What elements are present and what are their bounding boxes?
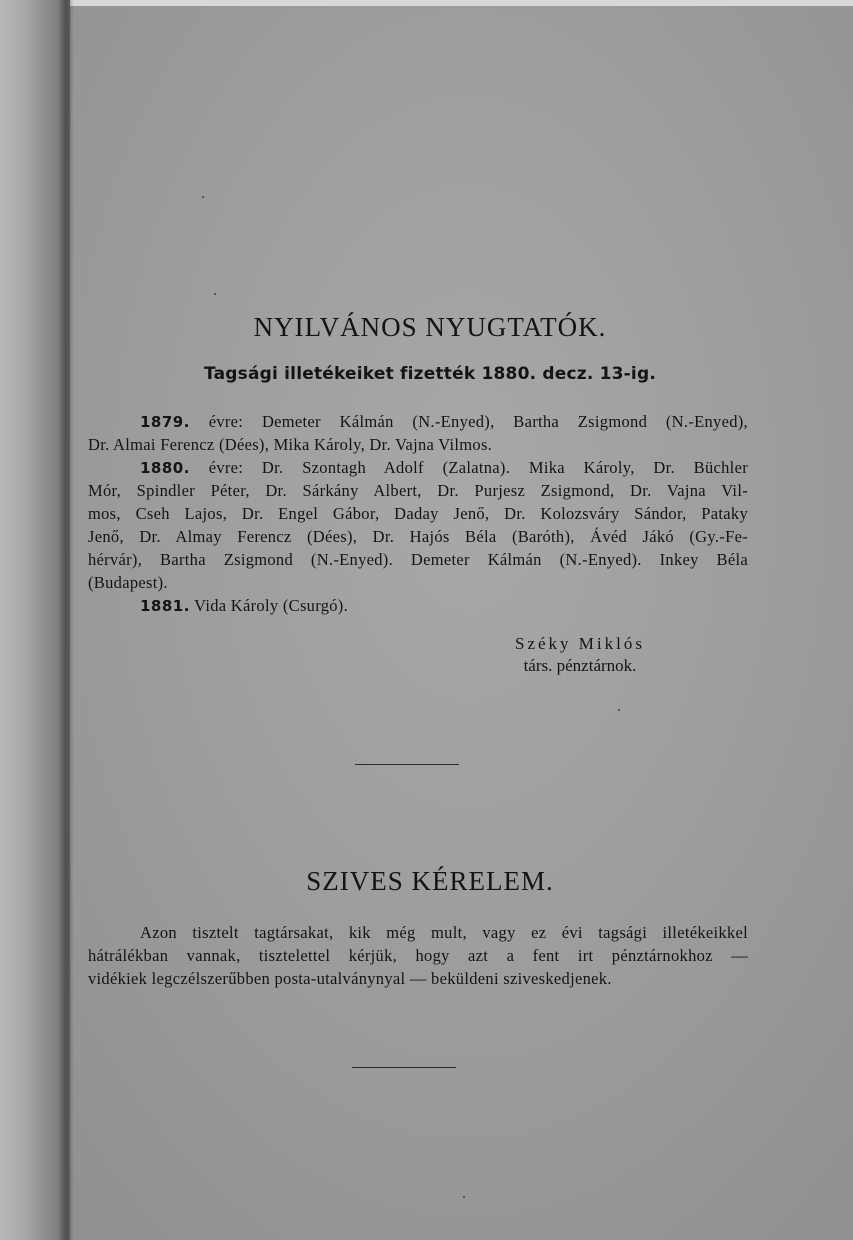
page-top-edge — [0, 0, 853, 6]
paper-speck — [202, 196, 204, 198]
section-subtitle: Tagsági illetékeiket fizették 1880. decz. 13-ig. — [203, 364, 656, 384]
entry-line-4: Mór, Spindler Péter, Dr. Sárkány Albert, Dr. Purjesz Zsigmond, Dr. Vajna Vil- — [88, 481, 748, 500]
signature-name: Széky Miklós — [515, 634, 645, 653]
entry-text: évre: Demeter Kálmán (N.-Enyed), Bartha Zsigmond (N.-Enyed), — [208, 412, 748, 431]
request-line-2: hátrálékban vannak, tisztelettel kérjük, hogy azt a fent irt pénztárnokhoz — — [88, 946, 748, 965]
paper-speck — [618, 709, 620, 711]
end-divider — [352, 1067, 456, 1068]
entry-line-3 — [88, 457, 748, 479]
section-divider — [355, 764, 459, 765]
entry-line-8: (Budapest). — [88, 573, 168, 592]
entry-text: Vida Károly (Csurgó). — [194, 596, 349, 615]
entry-line-7: hérvár), Bartha Zsigmond (N.-Enyed). Demeter Kálmán (N.-Enyed). Inkey Béla — [88, 550, 748, 569]
entry-text: évre: Dr. Szontagh Adolf (Zalatna). Mika Károly, Dr. Büchler — [208, 458, 748, 477]
year-label: 1881. — [140, 597, 190, 615]
binding-shadow — [58, 0, 74, 1240]
year-label: 1880. — [140, 459, 190, 477]
request-line-1: Azon tisztelt tagtársakat, kik még mult, vagy ez évi tagsági illetékeikkel — [140, 923, 748, 942]
signature-role: társ. pénztárnok. — [523, 656, 637, 675]
entry-line-9 — [88, 595, 748, 617]
paper-speck — [214, 293, 216, 295]
entry-line-2: Dr. Almai Ferencz (Dées), Mika Károly, Dr. Vajna Vilmos. — [88, 435, 493, 454]
year-label: 1879. — [140, 413, 190, 431]
entry-line-1 — [88, 411, 748, 433]
entry-line-5: mos, Cseh Lajos, Dr. Engel Gábor, Daday Jenő, Dr. Kolozsváry Sándor, Pataky — [88, 504, 748, 523]
paper-speck — [463, 1196, 465, 1198]
section-title-request: SZIVES KÉRELEM. — [306, 866, 554, 896]
entry-line-6: Jenő, Dr. Almay Ferencz (Dées), Dr. Hajós Béla (Baróth), Ávéd Jákó (Gy.-Fe- — [88, 527, 748, 546]
request-line-3: vidékiek legczélszerűbben posta-utalványnyal — beküldeni sziveskedjenek. — [88, 969, 612, 988]
section-title-receipts: NYILVÁNOS NYUGTATÓK. — [253, 312, 607, 342]
